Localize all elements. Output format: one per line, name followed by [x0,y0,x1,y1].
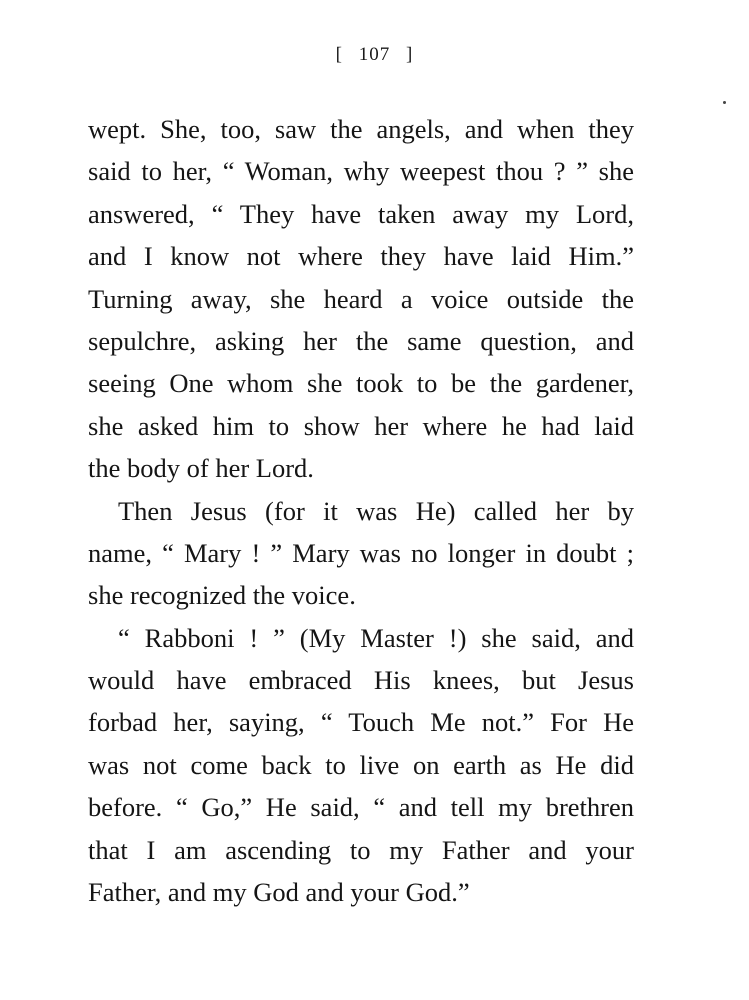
text-line: Then Jesus (for it was He) called her by [118,495,634,526]
body-text [88,108,634,913]
text-line: “ Rabboni ! ” (My Master !) she said, and [118,622,634,653]
text-line: said to her, “ Woman, why weepest thou ? ” she [88,156,634,187]
text-line: the body of her Lord. [88,453,314,484]
paper-speck [723,101,726,104]
page-number: 107 [358,44,391,65]
text-line: would have embraced His knees, but Jesus [88,665,634,696]
page-number-bracket-open: [ [335,44,343,65]
text-line: sepulchre, asking her the same question, and [88,325,634,356]
page-header [0,44,749,66]
text-line: before. “ Go,” He said, “ and tell my brethren [88,792,634,823]
text-line: answered, “ They have taken away my Lord, [88,198,634,229]
text-line: Father, and my God and your God.” [88,877,470,908]
text-line: seeing One whom she took to be the gardener, [88,368,634,399]
text-line: forbad her, saying, “ Touch Me not.” For He [88,707,634,738]
text-line: wept. She, too, saw the angels, and when they [88,114,634,144]
text-line: name, “ Mary ! ” Mary was no longer in doubt ; [88,537,634,568]
text-line: that I am ascending to my Father and your [88,834,634,865]
page-number-bracket-close: ] [406,44,414,65]
text-line: Turning away, she heard a voice outside the [88,283,634,314]
text-line: she asked him to show her where he had laid [88,410,634,441]
text-line: and I know not where they have laid Him.” [88,241,634,272]
text-line: was not come back to live on earth as He did [88,749,634,780]
text-line: she recognized the voice. [88,580,356,611]
